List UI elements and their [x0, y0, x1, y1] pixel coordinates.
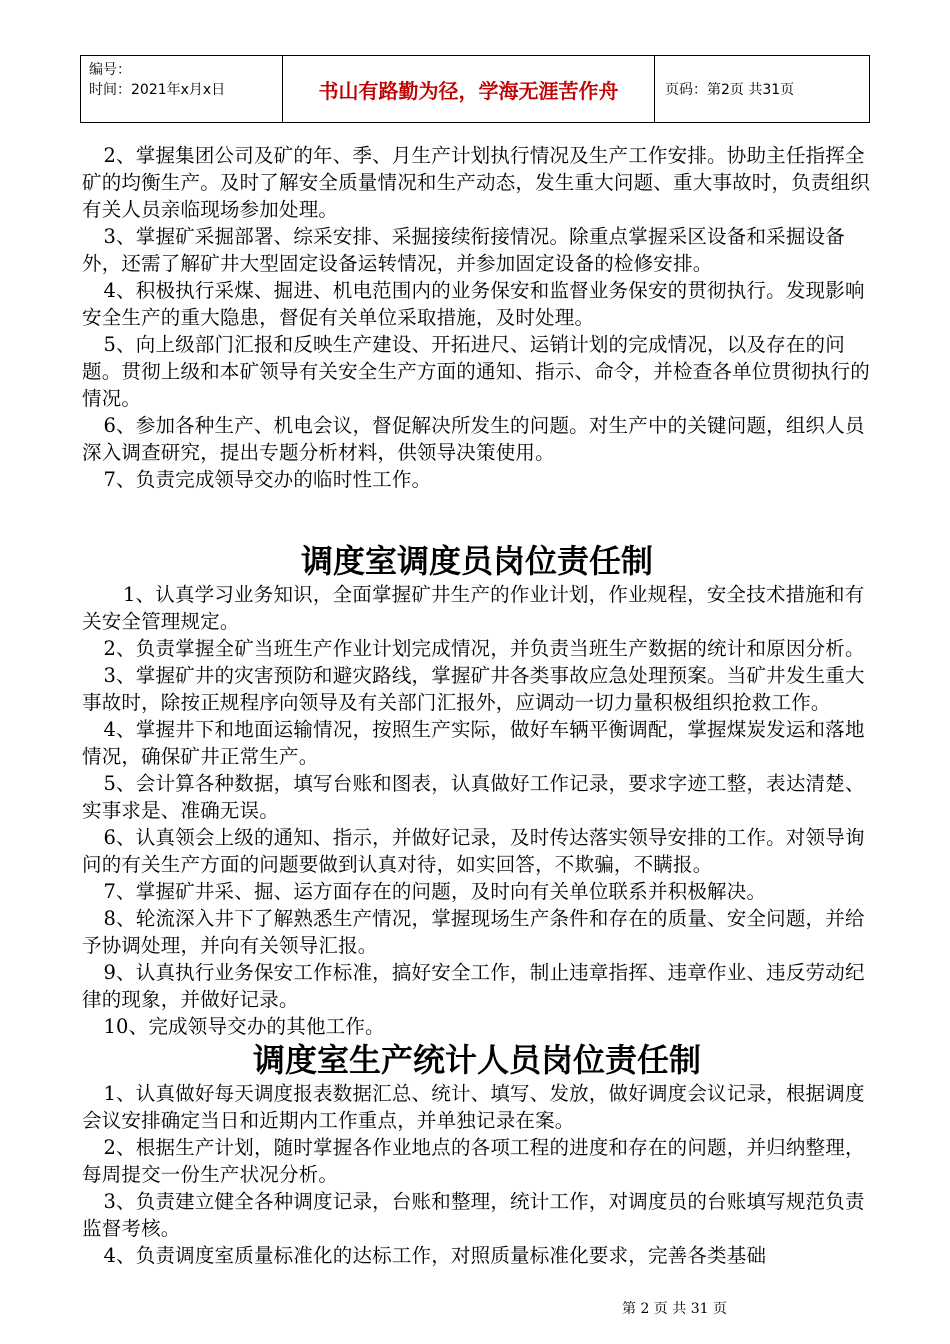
paragraph: 4、负责调度室质量标准化的达标工作，对照质量标准化要求，完善各类基础	[103, 1244, 767, 1267]
document-number-label: 编号：	[89, 62, 131, 78]
paragraph: 4、积极执行采煤、掘进、机电范围内的业务保安和监督业务保安的贯彻执行。发现影响安全生产的重大隐患，督促有关单位采取措施，及时处理。	[82, 279, 865, 329]
section-title: 调度室生产统计人员岗位责任制	[252, 1041, 701, 1079]
paragraph: 3、掌握矿采掘部署、综采安排、采掘接续衔接情况。除重点掌握采区设备和采掘设备外，还需了解矿井大型固定设备运转情况，并参加固定设备的检修安排。	[82, 225, 845, 275]
header-meta	[81, 56, 283, 122]
section-gap	[82, 493, 872, 541]
section-dispatcher	[82, 541, 872, 1040]
page-footer: 第 2 页 共 31 页	[622, 1301, 727, 1317]
document-body	[82, 142, 872, 1269]
paragraph: 8、轮流深入井下了解熟悉生产情况，掌握现场生产条件和存在的质量、安全问题，并给予协调处理，并向有关领导汇报。	[82, 907, 865, 957]
paragraph: 2、根据生产计划，随时掌握各作业地点的各项工程的进度和存在的问题，并归纳整理，每周提交一份生产状况分析。	[82, 1136, 865, 1186]
paragraph: 1、认真做好每天调度报表数据汇总、统计、填写、发放，做好调度会议记录，根据调度会议安排确定当日和近期内工作重点，并单独记录在案。	[82, 1082, 865, 1132]
paragraph: 5、会计算各种数据，填写台账和图表，认真做好工作记录，要求字迹工整，表达清楚、实事求是、准确无误。	[82, 772, 865, 822]
paragraph: 4、掌握井下和地面运输情况，按照生产实际，做好车辆平衡调配，掌握煤炭发运和落地情况，确保矿井正常生产。	[82, 718, 865, 768]
section-title: 调度室调度员岗位责任制	[300, 542, 653, 580]
paragraph: 7、负责完成领导交办的临时性工作。	[103, 468, 432, 491]
paragraph: 7、掌握矿井采、掘、运方面存在的问题，及时向有关单位联系并积极解决。	[103, 880, 767, 903]
paragraph: 2、掌握集团公司及矿的年、季、月生产计划执行情况及生产工作安排。协助主任指挥全矿的均衡生产。及时了解安全质量情况和生产动态，发生重大问题、重大事故时，负责组织有关人员亲临现场参加处理。	[82, 144, 871, 221]
section-statistician	[82, 1040, 872, 1269]
section-top	[82, 142, 872, 493]
paragraph: 3、掌握矿井的灾害预防和避灾路线，掌握矿井各类事故应急处理预案。当矿井发生重大事故时，除按正规程序向领导及有关部门汇报外，应调动一切力量积极组织抢救工作。	[82, 664, 865, 714]
paragraph: 1、认真学习业务知识，全面掌握矿井生产的作业计划，作业规程，安全技术措施和有关安全管理规定。	[82, 583, 865, 633]
document-time-label: 时间：2021年x月x日	[89, 82, 226, 98]
page-header	[80, 55, 870, 123]
header-motto: 书山有路勤为径，学海无涯苦作舟	[283, 56, 655, 122]
paragraph: 3、负责建立健全各种调度记录，台账和整理，统计工作，对调度员的台账填写规范负责监督考核。	[82, 1190, 865, 1240]
paragraph: 9、认真执行业务保安工作标准，搞好安全工作，制止违章指挥、违章作业、违反劳动纪律的现象，并做好记录。	[82, 961, 865, 1011]
paragraph: 2、负责掌握全矿当班生产作业计划完成情况，并负责当班生产数据的统计和原因分析。	[103, 637, 865, 660]
paragraph: 6、参加各种生产、机电会议，督促解决所发生的问题。对生产中的关键问题，组织人员深入调查研究，提出专题分析材料，供领导决策使用。	[82, 414, 865, 464]
paragraph: 5、向上级部门汇报和反映生产建设、开拓进尺、运销计划的完成情况，以及存在的问题。贯彻上级和本矿领导有关安全生产方面的通知、指示、命令，并检查各单位贯彻执行的情况。	[82, 333, 871, 410]
paragraph: 10、完成领导交办的其他工作。	[103, 1015, 385, 1038]
header-page-info: 页码：第2页 共31页	[665, 82, 795, 98]
paragraph: 6、认真领会上级的通知、指示，并做好记录，及时传达落实领导安排的工作。对领导询问的有关生产方面的问题要做到认真对待，如实回答，不欺骗，不瞒报。	[82, 826, 865, 876]
